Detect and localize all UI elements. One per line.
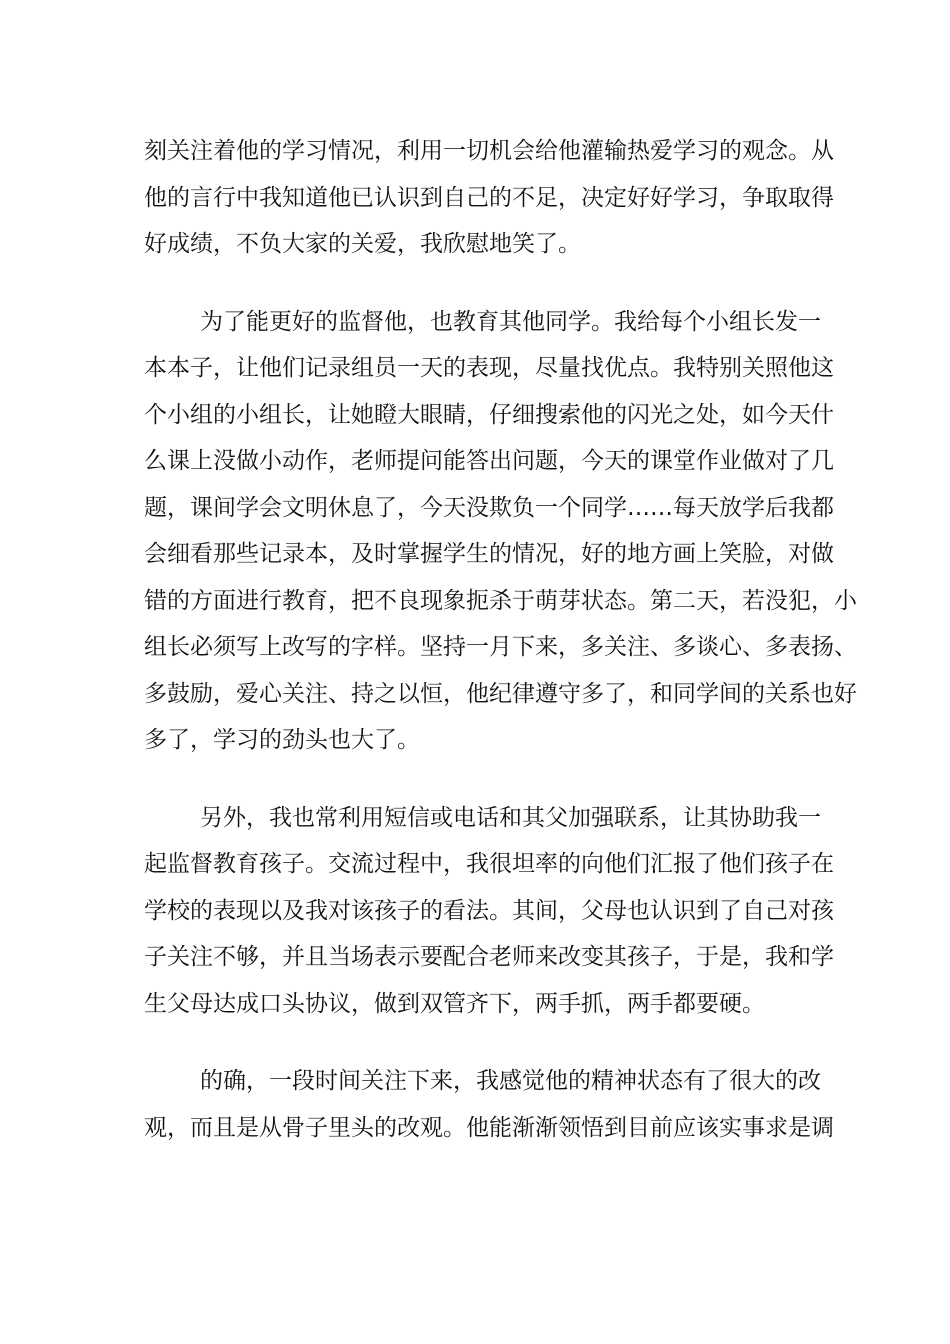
text-line: 学校的表现以及我对该孩子的看法。其间，父母也认识到了自己对孩	[144, 897, 834, 924]
text-line: 会细看那些记录本，及时掌握学生的情况，好的地方画上笑脸，对做	[144, 541, 834, 567]
text-line: 生父母达成口头协议，做到双管齐下，两手抓，两手都要硬。	[144, 990, 765, 1017]
text-line: 个小组的小组长，让她瞪大眼睛，仔细搜索他的闪光之处，如今天什	[144, 401, 834, 428]
text-line: 组长必须写上改写的字样。坚持一月下来，多关注、多谈心、多表扬、	[144, 634, 857, 660]
paragraph	[144, 128, 834, 268]
text-line: 的确，一段时间关注下来，我感觉他的精神状态有了很大的改	[200, 1068, 821, 1094]
text-line: 刻关注着他的学习情况，利用一切机会给他灌输热爱学习的观念。从	[144, 138, 834, 164]
text-line: 起监督教育孩子。交流过程中，我很坦率的向他们汇报了他们孩子在	[144, 851, 834, 877]
text-line: 本本子，让他们记录组员一天的表现，尽量找优点。我特别关照他这	[144, 355, 834, 381]
text-line: 错的方面进行教育，把不良现象扼杀于萌芽状态。第二天，若没犯，小	[144, 587, 857, 614]
text-line: 么课上没做小动作，老师提问能答出问题，今天的课堂作业做对了几	[144, 448, 834, 474]
text-line: 另外，我也常利用短信或电话和其父加强联系，让其协助我一	[200, 804, 821, 831]
text-line: 子关注不够，并且当场表示要配合老师来改变其孩子，于是，我和学	[144, 944, 834, 970]
paragraph	[144, 795, 834, 1028]
paragraph	[144, 1058, 834, 1151]
text-line: 观，而且是从骨子里头的改观。他能渐渐领悟到目前应该实事求是调	[144, 1114, 834, 1141]
text-line: 好成绩，不负大家的关爱，我欣慰地笑了。	[144, 231, 581, 257]
text-line: 题，课间学会文明休息了，今天没欺负一个同学……每天放学后我都	[144, 494, 834, 521]
text-line: 他的言行中我知道他已认识到自己的不足，决定好好学习，争取取得	[144, 184, 834, 211]
text-line: 为了能更好的监督他，也教育其他同学。我给每个小组长发一	[200, 308, 821, 335]
text-line: 多了，学习的劲头也大了。	[144, 727, 420, 753]
document-body	[144, 128, 857, 1182]
paragraph	[144, 299, 857, 764]
text-line: 多鼓励，爱心关注、持之以恒，他纪律遵守多了，和同学间的关系也好	[144, 680, 857, 707]
